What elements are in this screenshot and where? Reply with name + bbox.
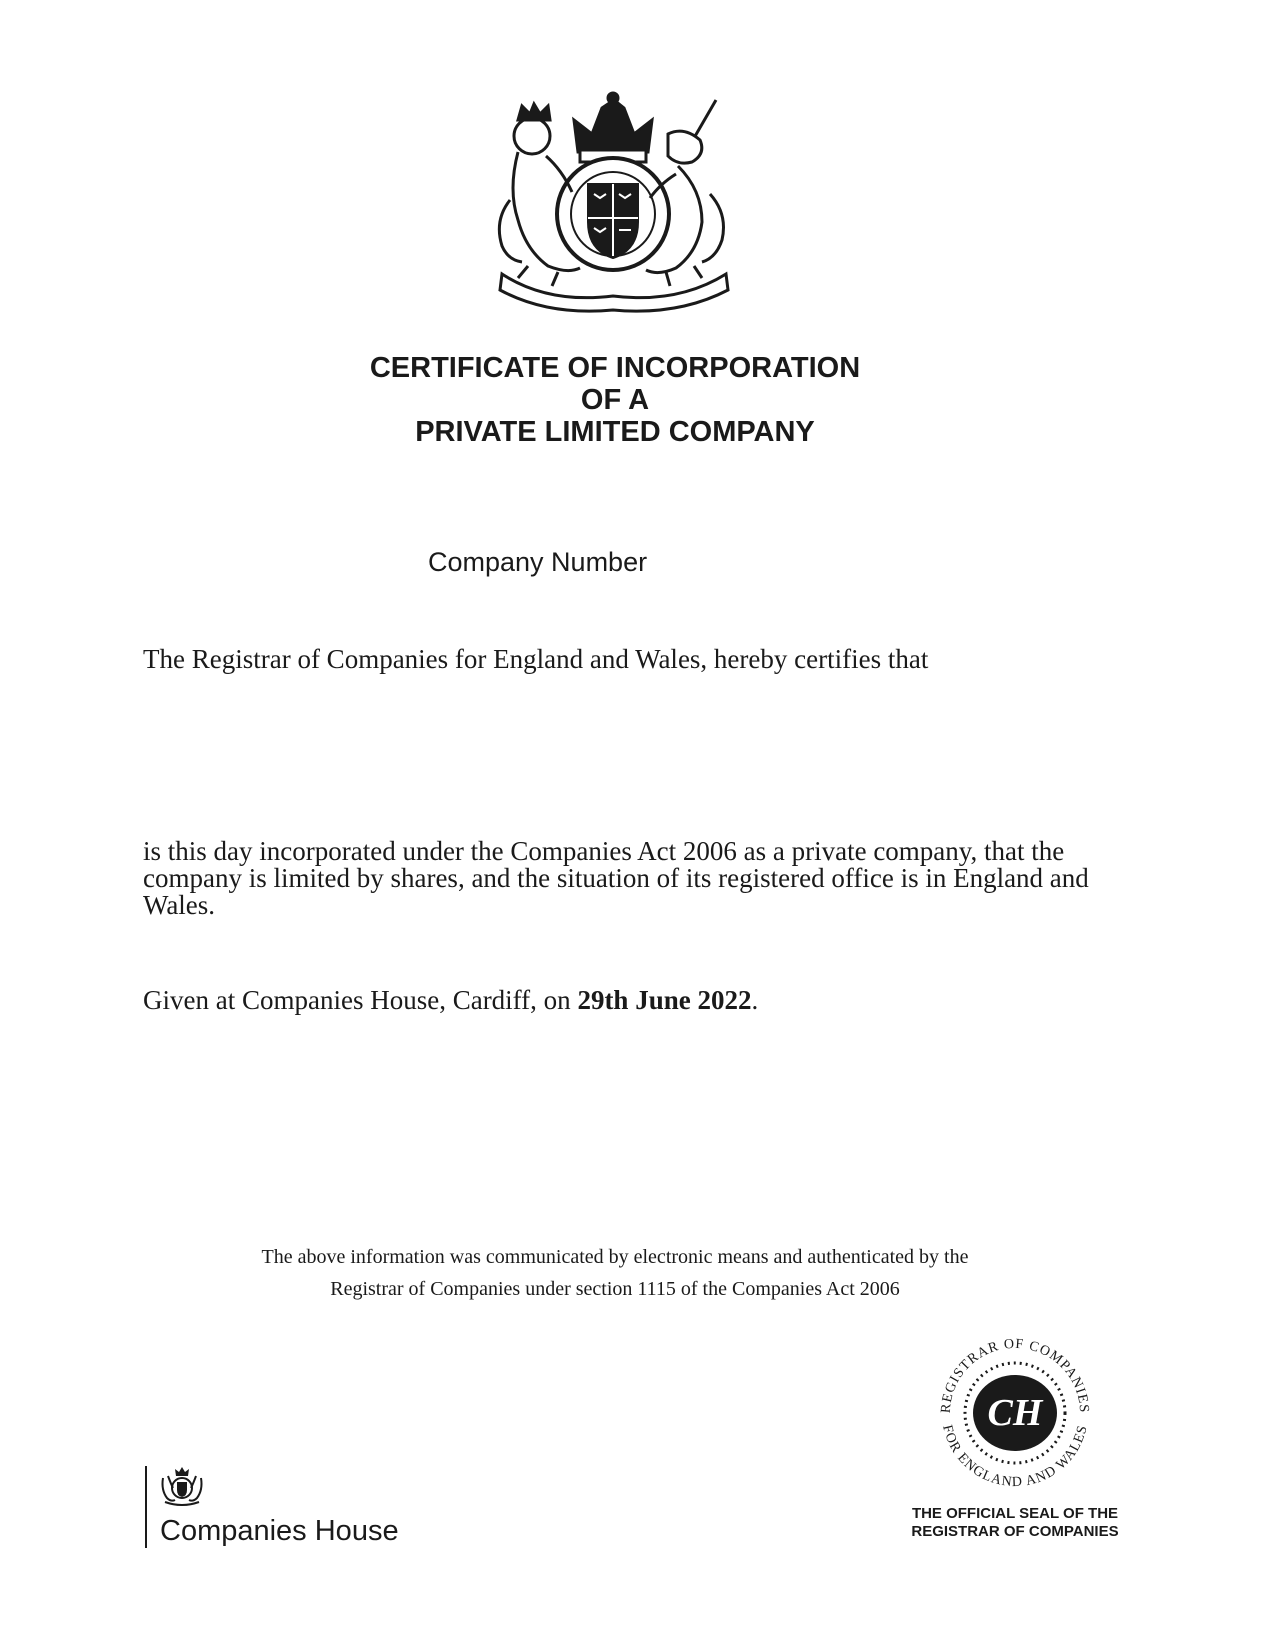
authentication-note	[0, 1241, 1230, 1305]
authentication-note-line-2: Registrar of Companies under section 1115 of the Companies Act 2006	[330, 1278, 900, 1300]
seal-caption	[880, 1505, 1150, 1541]
title-line-1: CERTIFICATE OF INCORPORATION	[369, 352, 861, 384]
crown-icon	[574, 93, 652, 162]
title-line-3: PRIVATE LIMITED COMPANY	[415, 416, 815, 448]
given-suffix: .	[751, 985, 759, 1015]
registrar-seal-svg	[920, 1318, 1110, 1508]
authentication-note-line-1: The above information was communicated by electronic means and authenticated by the	[261, 1246, 969, 1268]
registrar-seal-icon	[920, 1318, 1110, 1508]
seal-monogram: CH	[987, 1392, 1043, 1434]
company-number-label: Company Number	[428, 547, 648, 577]
seal-ring-text-top-path: REGISTRAR OF COMPANIES	[938, 1336, 1092, 1414]
shield-icon	[557, 158, 669, 270]
royal-crest-icon	[159, 1466, 205, 1506]
seal-caption-line-2: REGISTRAR OF COMPANIES	[911, 1523, 1119, 1540]
incorporation-statement: is this day incorporated under the Companies Act 2006 as a private company, that the company is limited by shares, and the situation of its registered office is in England and Wales.	[143, 836, 1089, 920]
given-prefix: Given at Companies House, Cardiff, on	[143, 985, 578, 1015]
given-at-statement	[143, 987, 758, 1014]
certificate-title	[0, 352, 1230, 448]
companies-house-logo	[145, 1466, 425, 1556]
companies-house-wordmark: Companies House	[160, 1515, 399, 1547]
seal-caption-line-1: THE OFFICIAL SEAL OF THE	[911, 1505, 1119, 1522]
royal-crest-svg	[159, 1466, 205, 1506]
logo-divider	[145, 1466, 147, 1548]
certifies-statement: The Registrar of Companies for England and Wales, hereby certifies that	[143, 644, 929, 674]
royal-coat-of-arms-svg	[488, 90, 738, 316]
incorporation-date: 29th June 2022	[577, 985, 752, 1015]
seal-ring-text-bottom-path: FOR ENGLAND AND WALES	[939, 1423, 1091, 1491]
motto-scroll-icon	[500, 274, 728, 311]
royal-coat-of-arms-icon	[488, 90, 738, 316]
title-line-2: OF A	[580, 384, 650, 416]
